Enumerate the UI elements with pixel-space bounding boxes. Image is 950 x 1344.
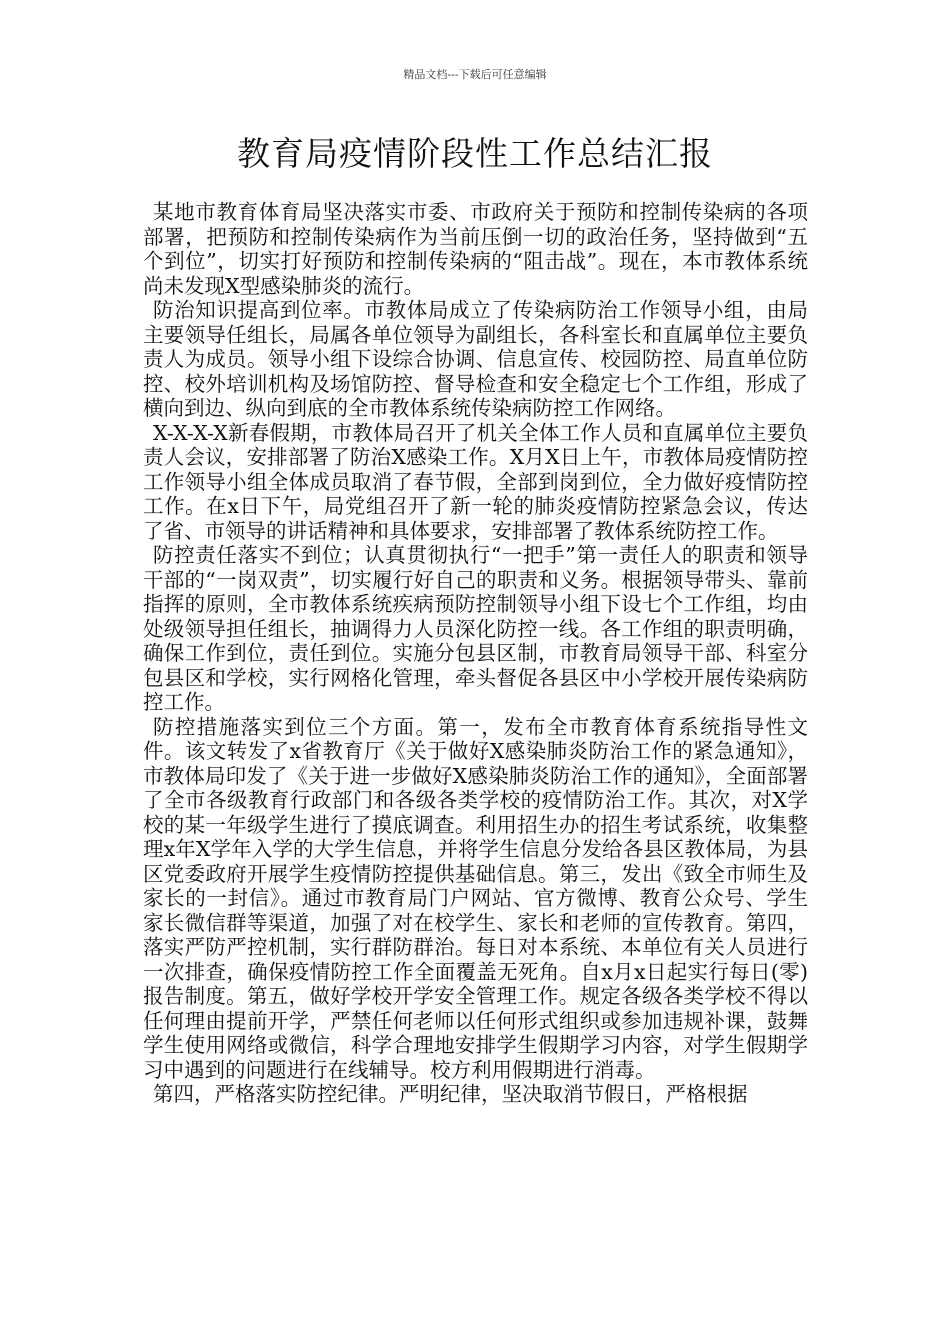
document-body xyxy=(143,200,808,1107)
body-paragraph: X-X-X-X新春假期，市教体局召开了机关全体工作人员和直属单位主要负责人会议，安排部署了防治X感染工作。X月X日上午，市教体局疫情防控工作领导小组全体成员取消了春节假，全部到岗到位，全力做好疫情防控工作。在x日下午，局党组召开了新一轮的肺炎疫情防控紧急会议，传达了省、市领导的讲话精神和具体要求，安排部署了教体系统防控工作。 xyxy=(143,420,808,543)
body-paragraph: 防控措施落实到位三个方面。第一，发布全市教育体育系统指导性文件。该文转发了x省教育厅《关于做好X感染肺炎防治工作的紧急通知》，市教体局印发了《关于进一步做好X感染肺炎防治工作的通知》，全面部署了全市各级教育行政部门和各级各类学校的疫情防治工作。其次，对X学校的某一年级学生进行了摸底调查。利用招生办的招生考试系统，收集整理x年X学年入学的大学生信息，并将学生信息分发给各县区教体局，为县区党委政府开展学生疫情防控提供基础信息。第三，发出《致全市师生及家长的一封信》。通过市教育局门户网站、官方微博、教育公众号、学生家长微信群等渠道，加强了对在校学生、家长和老师的宣传教育。第四，落实严防严控机制，实行群防群治。每日对本系统、本单位有关人员进行一次排查，确保疫情防控工作全面覆盖无死角。自x月x日起实行每日(零)报告制度。第五，做好学校开学安全管理工作。规定各级各类学校不得以任何理由提前开学，严禁任何老师以任何形式组织或参加违规补课，鼓舞学生使用网络或微信，科学合理地安排学生假期学习内容，对学生假期学习中遇到的问题进行在线辅导。校方利用假期进行消毒。 xyxy=(143,714,808,1082)
header-note: 精品文档---下载后可任意编辑 xyxy=(403,68,547,81)
document-title: 教育局疫情阶段性工作总结汇报 xyxy=(237,134,713,173)
body-paragraph: 防治知识提高到位率。市教体局成立了传染病防治工作领导小组，由局主要领导任组长，局属各单位领导为副组长，各科室长和直属单位主要负责人为成员。领导小组下设综合协调、信息宣传、校园防控、局直单位防控、校外培训机构及场馆防控、督导检查和安全稳定七个工作组，形成了横向到边、纵向到底的全市教体系统传染病防控工作网络。 xyxy=(143,298,808,420)
body-paragraph: 第四，严格落实防控纪律。严明纪律，坚决取消节假日，严格根据 xyxy=(153,1082,748,1106)
body-paragraph: 防控责任落实不到位；认真贯彻执行“一把手”第一责任人的职责和领导干部的“一岗双责”，切实履行好自己的职责和义务。根据领导带头、靠前指挥的原则，全市教体系统疾病预防控制领导小组下设七个工作组，均由处级领导担任组长，抽调得力人员深化防控一线。各工作组的职责明确，确保工作到位，责任到位。实施分包县区制，市教育局领导干部、科室分包县区和学校，实行网格化管理，牵头督促各县区中小学校开展传染病防控工作。 xyxy=(143,543,808,714)
body-paragraph: 某地市教育体育局坚决落实市委、市政府关于预防和控制传染病的各项部署，把预防和控制传染病作为当前压倒一切的政治任务，坚持做到“五个到位”，切实打好预防和控制传染病的“阻击战”。现在，本市教体系统尚未发现X型感染肺炎的流行。 xyxy=(143,200,808,298)
